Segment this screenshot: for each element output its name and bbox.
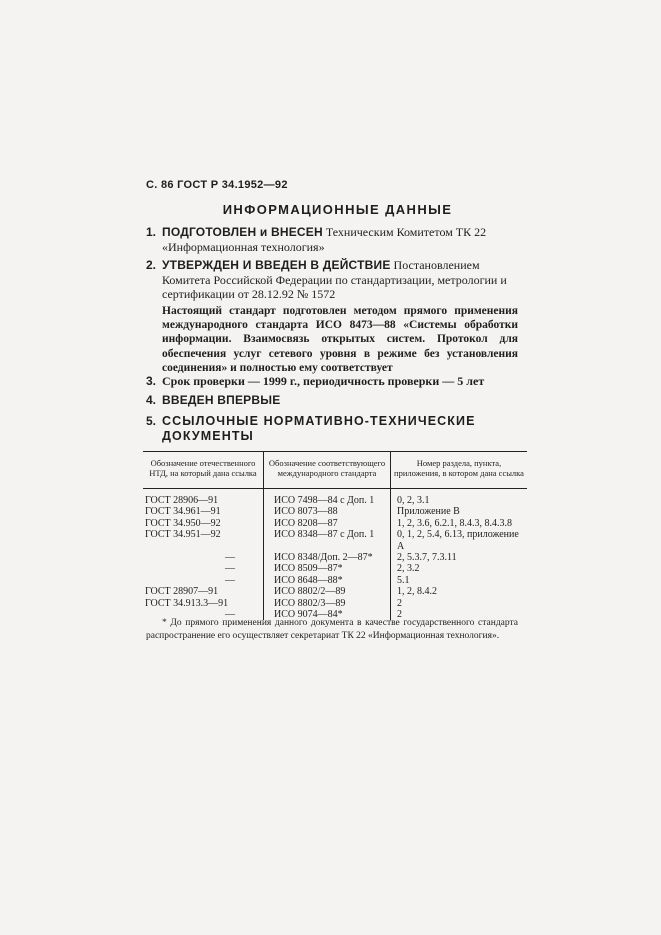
table-row	[143, 506, 527, 517]
item-number: 1.	[146, 225, 157, 239]
cell-international-standard: ИСО 8073—88	[264, 506, 391, 517]
header-section-number: Номер раздела, пункта, приложения, в котором дана ссылка	[391, 452, 528, 489]
cell-section-number: 2, 5.3.7, 7.3.11	[397, 552, 457, 564]
item-body	[162, 258, 516, 302]
cell-national-doc: —	[225, 609, 235, 621]
item-caps: ССЫЛОЧНЫЕ НОРМАТИВНО-ТЕХНИЧЕСКИЕ ДОКУМЕНТЫ	[162, 414, 476, 443]
cell-section-number: Приложение В	[397, 506, 460, 518]
table-row	[143, 575, 527, 586]
cell-section-number: 1, 2, 8.4.2	[397, 586, 437, 598]
item-number: 2.	[146, 258, 157, 272]
cell-international-standard: ИСО 8802/2—89	[264, 586, 391, 597]
reference-documents-table	[143, 451, 527, 620]
table-row	[143, 489, 527, 507]
cell-national-doc: ГОСТ 34.961—91	[145, 506, 221, 518]
info-item-5	[146, 414, 518, 443]
table-header-row	[143, 452, 527, 489]
page-title: ИНФОРМАЦИОННЫЕ ДАННЫЕ	[222, 202, 453, 217]
item-text: Техническим Комитетом ТК 22 «Информационная технология»	[162, 225, 487, 254]
cell-section-number: 2	[397, 609, 402, 621]
table-row	[143, 598, 527, 609]
table-row	[143, 518, 527, 529]
cell-section-number: 0, 2, 3.1	[397, 495, 430, 506]
footnote: * До прямого применения данного документа в качестве государственного стандарта распространение его осуществляет секретариат ТК 22 «Информационная технология».	[146, 618, 518, 641]
cell-international-standard: ИСО 8348/Доп. 2—87*	[264, 552, 391, 563]
cell-national-doc: ГОСТ 28906—91	[145, 495, 219, 506]
table-row	[143, 552, 527, 563]
table-row	[143, 563, 527, 574]
cell-international-standard: ИСО 8802/3—89	[264, 598, 391, 609]
item-number: 4.	[146, 393, 157, 407]
item-text: Срок проверки — 1999 г., периодичность проверки — 5 лет	[162, 374, 485, 388]
cell-national-doc: ГОСТ 34.950—92	[145, 517, 221, 529]
item-caps: ПОДГОТОВЛЕН и ВНЕСЕН	[162, 225, 323, 239]
item-number: 5.	[146, 414, 157, 428]
header-national-doc: Обозначение отечественного НТД, на который дана ссылка	[143, 452, 264, 489]
info-item-2	[146, 258, 516, 302]
cell-international-standard: ИСО 8648—88*	[264, 575, 391, 586]
cell-section-number: 1, 2, 3.6, 6.2.1, 8.4.3, 8.4.3.8	[397, 517, 512, 529]
cell-international-standard: ИСО 7498—84 с Доп. 1	[264, 489, 391, 507]
table-row	[143, 586, 527, 597]
cell-national-doc: ГОСТ 34.913.3—91	[145, 597, 229, 609]
cell-national-doc: —	[225, 552, 235, 564]
info-item-1	[146, 225, 516, 254]
cell-national-doc: —	[225, 563, 235, 575]
info-item-4	[146, 393, 516, 408]
item-caps: УТВЕРЖДЕН И ВВЕДЕН В ДЕЙСТВИЕ	[162, 258, 391, 272]
cell-national-doc: ГОСТ 34.951—92	[145, 529, 221, 541]
cell-international-standard: ИСО 8348—87 с Доп. 1	[264, 529, 391, 552]
header-international-standard: Обозначение соответствующего международного стандарта	[264, 452, 391, 489]
cell-international-standard: ИСО 8208—87	[264, 518, 391, 529]
cell-international-standard: ИСО 9074—84*	[264, 609, 391, 620]
cell-section-number: 2, 3.2	[397, 563, 420, 575]
item-text: Постановлением Комитета Российской Федерации по стандартизации, метрологии и сертификации от 28.12.92 № 1572	[162, 258, 507, 301]
item-number: 3.	[146, 374, 157, 388]
info-item-3	[146, 374, 516, 389]
table-row	[143, 529, 527, 552]
cell-section-number: 5.1	[397, 574, 410, 586]
cell-international-standard: ИСО 8509—87*	[264, 563, 391, 574]
cell-section-number: 2	[397, 597, 402, 609]
standard-note-paragraph: Настоящий стандарт подготовлен методом прямого применения международного стандарта ИСО 8473—88 «Системы обработки информации. Взаимосвязь открытых систем. Протокол для обеспечения услуг сетевого уровня в режиме без установления соединения» и полностью ему соответствует	[162, 305, 518, 374]
item-caps: ВВЕДЕН ВПЕРВЫЕ	[162, 393, 281, 407]
running-header: С. 86 ГОСТ Р 34.1952—92	[146, 179, 288, 191]
cell-national-doc: —	[225, 574, 235, 586]
item-body	[162, 225, 516, 254]
cell-national-doc: ГОСТ 28907—91	[145, 586, 219, 598]
cell-section-number: 0, 1, 2, 5.4, 6.13, приложение А	[397, 529, 519, 552]
